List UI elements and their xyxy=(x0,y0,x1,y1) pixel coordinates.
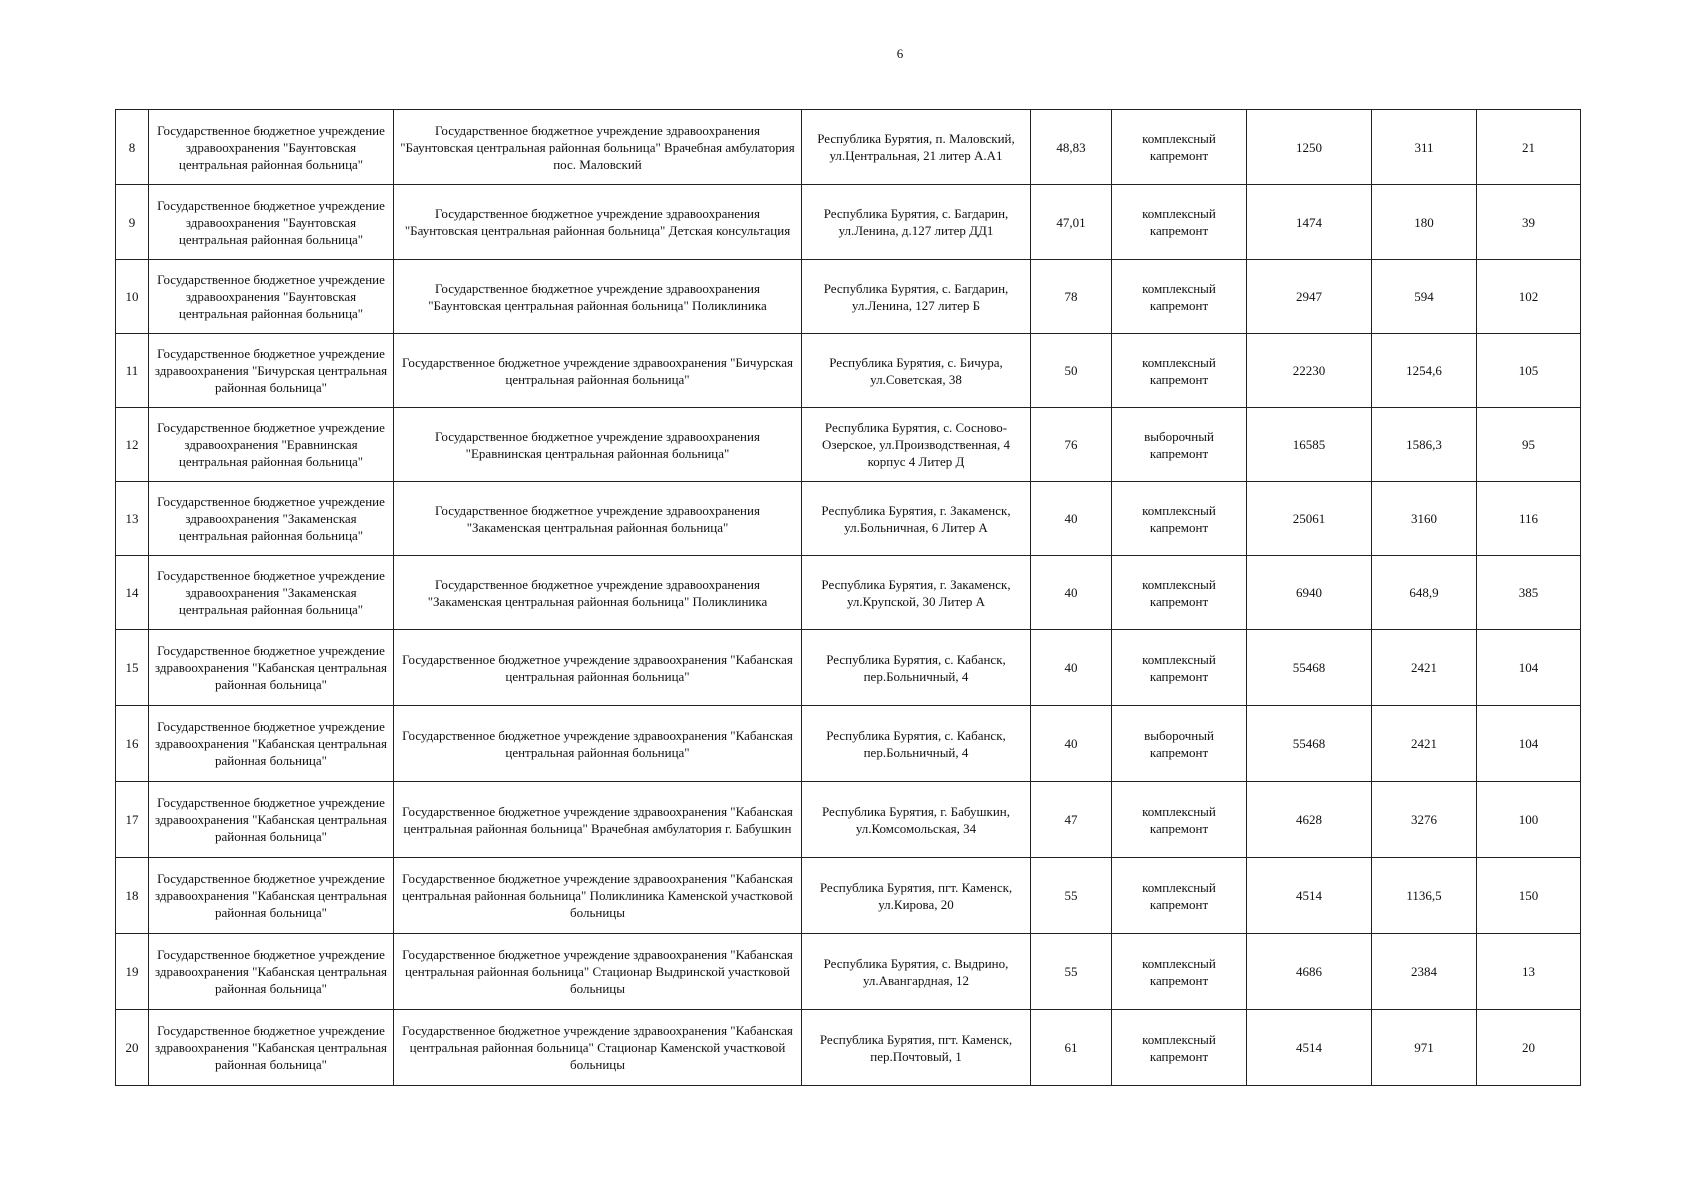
table-row xyxy=(116,630,1581,706)
value-cell: 76 xyxy=(1031,408,1112,482)
row-number-cell: 16 xyxy=(116,706,149,782)
repair-type-cell: комплексный капремонт xyxy=(1112,334,1247,408)
institution-name-cell: Государственное бюджетное учреждение здравоохранения "Кабанская центральная районная больница" xyxy=(394,706,802,782)
value-cell: 48,83 xyxy=(1031,110,1112,185)
address-cell: Республика Бурятия, с. Кабанск, пер.Больничный, 4 xyxy=(802,706,1031,782)
row-number-cell: 17 xyxy=(116,782,149,858)
cost-cell: 3160 xyxy=(1372,482,1477,556)
area-cell: 22230 xyxy=(1247,334,1372,408)
row-number-cell: 8 xyxy=(116,110,149,185)
facilities-table xyxy=(115,109,1581,1086)
institution-name-cell: Государственное бюджетное учреждение здравоохранения "Баунтовская центральная районная больница" Врачебная амбулатория пос. Маловский xyxy=(394,110,802,185)
address-cell: Республика Бурятия, с. Сосново-Озерское, ул.Производственная, 4 корпус 4 Литер Д xyxy=(802,408,1031,482)
organization-name-cell: Государственное бюджетное учреждение здравоохранения "Закаменская центральная районная больница" xyxy=(149,482,394,556)
address-cell: Республика Бурятия, с. Багдарин, ул.Ленина, д.127 литер ДД1 xyxy=(802,185,1031,260)
cost-cell: 180 xyxy=(1372,185,1477,260)
organization-name-cell: Государственное бюджетное учреждение здравоохранения "Баунтовская центральная районная больница" xyxy=(149,110,394,185)
table-row xyxy=(116,185,1581,260)
value-cell: 55 xyxy=(1031,934,1112,1010)
count-cell: 20 xyxy=(1477,1010,1581,1086)
repair-type-cell: комплексный капремонт xyxy=(1112,858,1247,934)
table-row xyxy=(116,408,1581,482)
count-cell: 21 xyxy=(1477,110,1581,185)
repair-type-cell: комплексный капремонт xyxy=(1112,185,1247,260)
row-number-cell: 14 xyxy=(116,556,149,630)
cost-cell: 2421 xyxy=(1372,630,1477,706)
table-row xyxy=(116,934,1581,1010)
count-cell: 13 xyxy=(1477,934,1581,1010)
area-cell: 4514 xyxy=(1247,1010,1372,1086)
area-cell: 16585 xyxy=(1247,408,1372,482)
address-cell: Республика Бурятия, с. Кабанск, пер.Больничный, 4 xyxy=(802,630,1031,706)
address-cell: Республика Бурятия, пгт. Каменск, ул.Кирова, 20 xyxy=(802,858,1031,934)
row-number-cell: 20 xyxy=(116,1010,149,1086)
area-cell: 1474 xyxy=(1247,185,1372,260)
count-cell: 385 xyxy=(1477,556,1581,630)
cost-cell: 1136,5 xyxy=(1372,858,1477,934)
table-body xyxy=(116,110,1581,1086)
cost-cell: 648,9 xyxy=(1372,556,1477,630)
address-cell: Республика Бурятия, г. Закаменск, ул.Крупской, 30 Литер А xyxy=(802,556,1031,630)
value-cell: 78 xyxy=(1031,260,1112,334)
address-cell: Республика Бурятия, г. Закаменск, ул.Больничная, 6 Литер А xyxy=(802,482,1031,556)
cost-cell: 971 xyxy=(1372,1010,1477,1086)
row-number-cell: 9 xyxy=(116,185,149,260)
row-number-cell: 11 xyxy=(116,334,149,408)
cost-cell: 311 xyxy=(1372,110,1477,185)
institution-name-cell: Государственное бюджетное учреждение здравоохранения "Кабанская центральная районная больница" xyxy=(394,630,802,706)
table-row xyxy=(116,1010,1581,1086)
count-cell: 100 xyxy=(1477,782,1581,858)
area-cell: 25061 xyxy=(1247,482,1372,556)
area-cell: 2947 xyxy=(1247,260,1372,334)
organization-name-cell: Государственное бюджетное учреждение здравоохранения "Баунтовская центральная районная больница" xyxy=(149,185,394,260)
value-cell: 55 xyxy=(1031,858,1112,934)
cost-cell: 2384 xyxy=(1372,934,1477,1010)
organization-name-cell: Государственное бюджетное учреждение здравоохранения "Кабанская центральная районная больница" xyxy=(149,706,394,782)
page-number: 6 xyxy=(896,46,904,61)
value-cell: 40 xyxy=(1031,630,1112,706)
repair-type-cell: комплексный капремонт xyxy=(1112,782,1247,858)
institution-name-cell: Государственное бюджетное учреждение здравоохранения "Закаменская центральная районная больница" Поликлиника xyxy=(394,556,802,630)
count-cell: 102 xyxy=(1477,260,1581,334)
organization-name-cell: Государственное бюджетное учреждение здравоохранения "Кабанская центральная районная больница" xyxy=(149,858,394,934)
count-cell: 105 xyxy=(1477,334,1581,408)
cost-cell: 1586,3 xyxy=(1372,408,1477,482)
organization-name-cell: Государственное бюджетное учреждение здравоохранения "Кабанская центральная районная больница" xyxy=(149,782,394,858)
organization-name-cell: Государственное бюджетное учреждение здравоохранения "Закаменская центральная районная больница" xyxy=(149,556,394,630)
table-row xyxy=(116,334,1581,408)
cost-cell: 1254,6 xyxy=(1372,334,1477,408)
area-cell: 55468 xyxy=(1247,706,1372,782)
area-cell: 6940 xyxy=(1247,556,1372,630)
value-cell: 40 xyxy=(1031,482,1112,556)
organization-name-cell: Государственное бюджетное учреждение здравоохранения "Бичурская центральная районная больница" xyxy=(149,334,394,408)
organization-name-cell: Государственное бюджетное учреждение здравоохранения "Кабанская центральная районная больница" xyxy=(149,934,394,1010)
table-row xyxy=(116,482,1581,556)
value-cell: 40 xyxy=(1031,556,1112,630)
row-number-cell: 15 xyxy=(116,630,149,706)
organization-name-cell: Государственное бюджетное учреждение здравоохранения "Кабанская центральная районная больница" xyxy=(149,630,394,706)
institution-name-cell: Государственное бюджетное учреждение здравоохранения "Кабанская центральная районная больница" Поликлиника Каменской участковой больницы xyxy=(394,858,802,934)
count-cell: 116 xyxy=(1477,482,1581,556)
repair-type-cell: комплексный капремонт xyxy=(1112,934,1247,1010)
organization-name-cell: Государственное бюджетное учреждение здравоохранения "Кабанская центральная районная больница" xyxy=(149,1010,394,1086)
address-cell: Республика Бурятия, п. Маловский, ул.Центральная, 21 литер А.А1 xyxy=(802,110,1031,185)
area-cell: 1250 xyxy=(1247,110,1372,185)
count-cell: 104 xyxy=(1477,706,1581,782)
value-cell: 40 xyxy=(1031,706,1112,782)
count-cell: 39 xyxy=(1477,185,1581,260)
row-number-cell: 13 xyxy=(116,482,149,556)
address-cell: Республика Бурятия, с. Выдрино, ул.Авангардная, 12 xyxy=(802,934,1031,1010)
value-cell: 61 xyxy=(1031,1010,1112,1086)
institution-name-cell: Государственное бюджетное учреждение здравоохранения "Кабанская центральная районная больница" Стационар Выдринской участковой больницы xyxy=(394,934,802,1010)
value-cell: 47 xyxy=(1031,782,1112,858)
institution-name-cell: Государственное бюджетное учреждение здравоохранения "Бичурская центральная районная больница" xyxy=(394,334,802,408)
count-cell: 104 xyxy=(1477,630,1581,706)
repair-type-cell: комплексный капремонт xyxy=(1112,110,1247,185)
repair-type-cell: выборочный капремонт xyxy=(1112,408,1247,482)
area-cell: 4514 xyxy=(1247,858,1372,934)
value-cell: 50 xyxy=(1031,334,1112,408)
institution-name-cell: Государственное бюджетное учреждение здравоохранения "Баунтовская центральная районная больница" Детская консультация xyxy=(394,185,802,260)
count-cell: 95 xyxy=(1477,408,1581,482)
table-row xyxy=(116,782,1581,858)
repair-type-cell: комплексный капремонт xyxy=(1112,630,1247,706)
repair-type-cell: комплексный капремонт xyxy=(1112,482,1247,556)
row-number-cell: 19 xyxy=(116,934,149,1010)
address-cell: Республика Бурятия, г. Бабушкин, ул.Комсомольская, 34 xyxy=(802,782,1031,858)
row-number-cell: 10 xyxy=(116,260,149,334)
row-number-cell: 12 xyxy=(116,408,149,482)
area-cell: 4628 xyxy=(1247,782,1372,858)
address-cell: Республика Бурятия, пгт. Каменск, пер.Почтовый, 1 xyxy=(802,1010,1031,1086)
area-cell: 55468 xyxy=(1247,630,1372,706)
count-cell: 150 xyxy=(1477,858,1581,934)
table-row xyxy=(116,706,1581,782)
table-row xyxy=(116,110,1581,185)
organization-name-cell: Государственное бюджетное учреждение здравоохранения "Еравнинская центральная районная больница" xyxy=(149,408,394,482)
repair-type-cell: комплексный капремонт xyxy=(1112,260,1247,334)
table-row xyxy=(116,260,1581,334)
cost-cell: 2421 xyxy=(1372,706,1477,782)
repair-type-cell: комплексный капремонт xyxy=(1112,556,1247,630)
value-cell: 47,01 xyxy=(1031,185,1112,260)
repair-type-cell: выборочный капремонт xyxy=(1112,706,1247,782)
institution-name-cell: Государственное бюджетное учреждение здравоохранения "Баунтовская центральная районная больница" Поликлиника xyxy=(394,260,802,334)
table-row xyxy=(116,556,1581,630)
institution-name-cell: Государственное бюджетное учреждение здравоохранения "Закаменская центральная районная больница" xyxy=(394,482,802,556)
institution-name-cell: Государственное бюджетное учреждение здравоохранения "Кабанская центральная районная больница" Врачебная амбулатория г. Бабушкин xyxy=(394,782,802,858)
row-number-cell: 18 xyxy=(116,858,149,934)
organization-name-cell: Государственное бюджетное учреждение здравоохранения "Баунтовская центральная районная больница" xyxy=(149,260,394,334)
institution-name-cell: Государственное бюджетное учреждение здравоохранения "Кабанская центральная районная больница" Стационар Каменской участковой больницы xyxy=(394,1010,802,1086)
institution-name-cell: Государственное бюджетное учреждение здравоохранения "Еравнинская центральная районная больница" xyxy=(394,408,802,482)
table-row xyxy=(116,858,1581,934)
cost-cell: 3276 xyxy=(1372,782,1477,858)
cost-cell: 594 xyxy=(1372,260,1477,334)
repair-type-cell: комплексный капремонт xyxy=(1112,1010,1247,1086)
address-cell: Республика Бурятия, с. Бичура, ул.Советская, 38 xyxy=(802,334,1031,408)
area-cell: 4686 xyxy=(1247,934,1372,1010)
address-cell: Республика Бурятия, с. Багдарин, ул.Ленина, 127 литер Б xyxy=(802,260,1031,334)
